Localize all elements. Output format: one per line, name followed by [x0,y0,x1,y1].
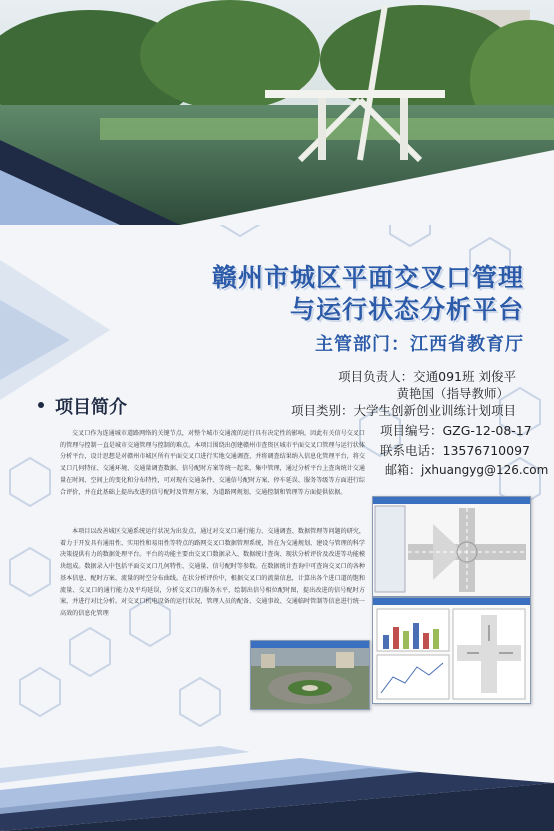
bottom-decoration [0,728,554,831]
contact-phone: 联系电话：13576710097 [380,443,530,458]
section-title: 项目简介 [55,397,127,418]
department: 主管部门：江西省教育厅 [315,334,524,355]
intro-paragraph-1: 交叉口作为连通城市道路网络的关键节点，对整个城市交通流的运行具有决定性的影响，因此有关信号交叉口的管理与控制一直是城市交通管理与控制的难点。本项目围绕出创建赣州市查资区城市平面交叉口管理与运行状体分析平台，设计思想是对赣州市城区所有平面交叉口进行实地交通调查，并将调查结果纳入信息化管理平台，将交叉口几何特征、交通环境、交通量调查数据、信号配时方案等统一起来，集中管理，通过分析平台上查询统计交通量在时间、空间上的变化和分布特性，可对现有交通条件、交通信号配时方案、停车延误、服务等级等方面进行综合评价，并在此基础上提出改进的信号配时及管理方案，为道路网规划、交通控制和管理等方面提供依据。 [60,430,365,496]
screenshot-analysis-charts [372,597,531,704]
project-advisor: 黄艳国（指导教师） [396,386,509,401]
contact-email: 邮箱：jxhuangyg@126.com [385,463,549,477]
project-number: 项目编号：GZG-12-08-17 [380,423,532,438]
project-leader: 项目负责人：交通091班 刘俊平 [338,369,516,384]
header-photo [0,0,554,225]
intro-paragraph-2: 本项目以改善城区交通系统运行状况为出发点，通过对交叉口通行能力、交通调查、数据管理等问题的研究，着力于开发具有通用性、实用性和易用性等特点的路网交叉口数据管理系统，旨在为交通规划、建设与管理的科学决策提供有力的数据处理平台。平台的功能主要由交叉口数据录入、数据统计查询、现状分析评价及改进等功能模块组成。数据录入中包括平面交叉口几何特性、交通量、信号配时等参数。在数据统计查询中可查询交叉口的各种基本信息、配时方案、流量的时空分布曲线。在状分析评价中，根据交叉口的流量信息，计算出各个进口道的饱和流量、交叉口的通行能力及平均延误，分析交叉口的服务水平，绘制出信号相位配时图，提出改进的信号配时方案，并进行对比分析。对交叉口机电设备的运行状况、管理人员的配备、交通事故、交通临时管制等信息进行统一高效的信息化管理 [60,528,365,617]
title-line-1: 赣州市城区平面交叉口管理 [211,263,524,292]
screenshot-intersection-diagram [372,496,531,597]
title-line-2: 与运行状态分析平台 [289,295,524,324]
screenshot-roundabout-photo [250,640,370,710]
section-bullet [38,402,44,408]
project-category: 项目类别：大学生创新创业训练计划项目 [290,403,516,418]
